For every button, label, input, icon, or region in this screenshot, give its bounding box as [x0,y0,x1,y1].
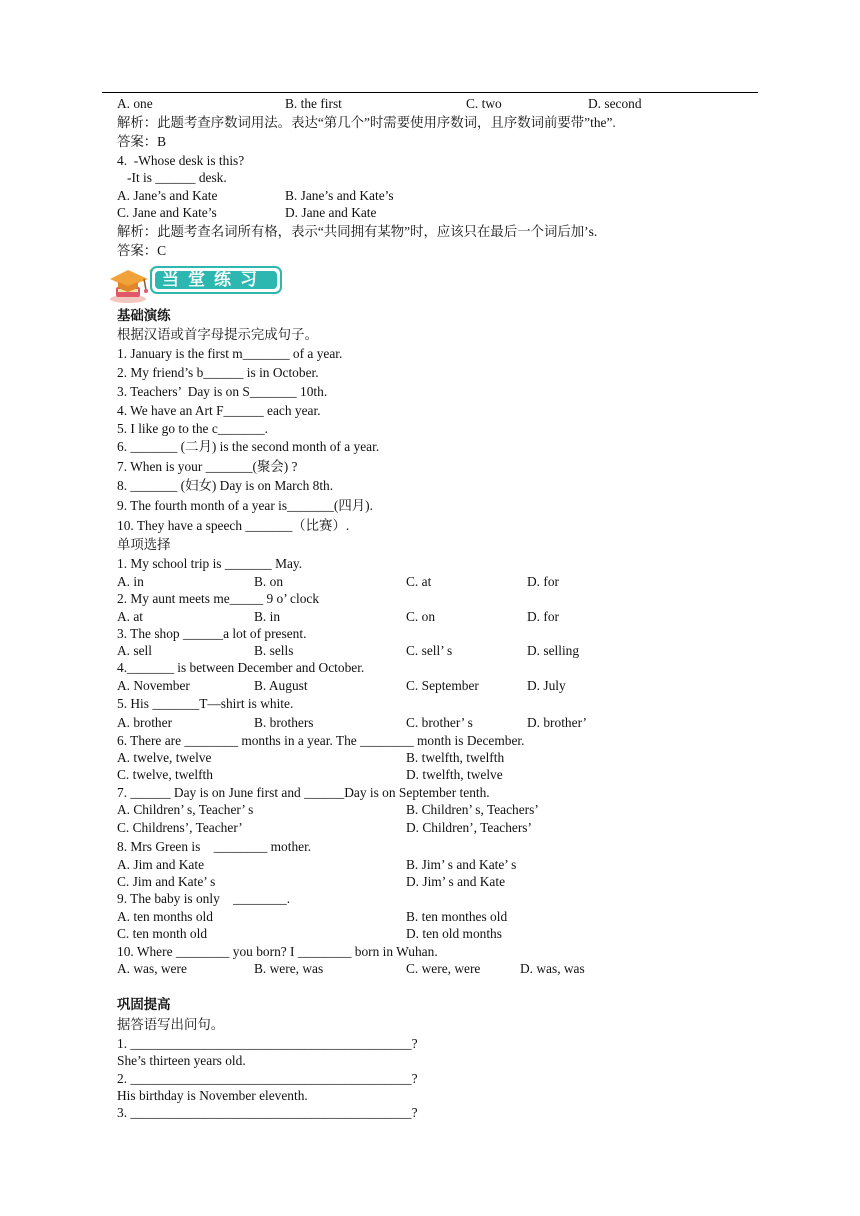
banner-title: 当堂练习 [162,270,266,290]
q4-option-d: D. Jane and Kate [285,205,377,220]
mc-option: C. Childrens’, Teacher’ [117,820,243,835]
mc-option: B. sells [254,643,294,658]
mc-option: D. twelfth, twelve [406,767,503,782]
mc-stem: 6. There are ________ months in a year. The ________ month is December. [117,733,525,748]
mc-option: C. were, were [406,961,481,976]
mc-stem: 2. My aunt meets me_____ 9 o’ clock [117,591,320,606]
mc-option: D. for [527,609,559,624]
mc-option: D. selling [527,643,580,658]
mc-option: D. July [527,678,566,693]
q4-stem: 4. -Whose desk is this? [117,153,245,168]
section2-instruction: 据答语写出问句。 [117,1017,225,1032]
mc-option: D. brother’ [527,715,587,730]
mc-stem: 1. My school trip is _______ May. [117,556,303,571]
mc-option: A. November [117,678,190,693]
mc-option: D. was, was [520,961,585,976]
q3-option-d: D. second [588,96,642,111]
fill-item: 5. I like go to the c_______. [117,421,268,436]
mc-stem: 9. The baby is only ________. [117,891,291,906]
mc-option: B. Jim’ s and Kate’ s [406,857,517,872]
mc-option: C. on [406,609,436,624]
mc-title: 单项选择 [117,537,171,552]
mc-option: C. Jim and Kate’ s [117,874,216,889]
mc-option: C. September [406,678,479,693]
mc-option: A. brother [117,715,173,730]
mc-option: A. ten months old [117,909,213,924]
section2-title: 巩固提高 [117,997,171,1012]
mc-option: B. brothers [254,715,314,730]
q4-answer: 答案：C [117,243,167,258]
mc-option: C. sell’ s [406,643,453,658]
mc-option: A. was, were [117,961,187,976]
fill-item: 6. _______ (二月) is the second month of a year. [117,439,380,454]
q4-analysis: 解析：此题考查名词所有格，表示“共同拥有某物”时，应该只在最后一个词后加’s. [117,224,598,239]
mc-stem: 4._______ is between December and October. [117,660,365,675]
qa-question: 3. __________________________________________? [117,1105,418,1120]
mc-option: D. Jim’ s and Kate [406,874,506,889]
q3-analysis: 解析：此题考查序数词用法。表达“第几个”时需要使用序数词，且序数词前要带”the”. [117,115,616,130]
mc-option: A. at [117,609,144,624]
qa-answer: She’s thirteen years old. [117,1053,246,1068]
mc-option: A. twelve, twelve [117,750,212,765]
q3-option-c: C. two [466,96,502,111]
mc-stem: 10. Where ________ you born? I ________ born in Wuhan. [117,944,438,959]
qa-question: 1. __________________________________________? [117,1036,418,1051]
mc-option: B. Children’ s, Teachers’ [406,802,539,817]
mc-stem: 7. ______ Day is on June first and ______Day is on September tenth. [117,785,490,800]
mc-option: A. Jim and Kate [117,857,205,872]
q4-line2: -It is ______ desk. [117,170,227,185]
mc-option: D. ten old months [406,926,502,941]
q3-answer: 答案：B [117,134,167,149]
section1-instruction: 根据汉语或首字母提示完成句子。 [117,327,318,342]
mc-option: A. Children’ s, Teacher’ s [117,802,254,817]
mc-option: D. Children’, Teachers’ [406,820,532,835]
mc-option: A. sell [117,643,152,658]
q3-option-b: B. the first [285,96,342,111]
fill-item: 8. _______ (妇女) Day is on March 8th. [117,478,334,493]
header-rule [102,92,758,93]
mc-stem: 8. Mrs Green is ________ mother. [117,839,312,854]
q4-option-c: C. Jane and Kate’s [117,205,217,220]
mc-option: B. twelfth, twelfth [406,750,505,765]
fill-item: 7. When is your _______(聚会) ? [117,459,298,474]
q4-option-b: B. Jane’s and Kate’s [285,188,394,203]
mc-option: B. on [254,574,284,589]
mc-option: B. August [254,678,308,693]
mc-option: D. for [527,574,559,589]
fill-item: 4. We have an Art F______ each year. [117,403,321,418]
mc-option: C. twelve, twelfth [117,767,213,782]
qa-answer: His birthday is November eleventh. [117,1088,308,1103]
mc-stem: 5. His _______T—shirt is white. [117,696,294,711]
fill-item: 3. Teachers’ Day is on S_______ 10th. [117,384,328,399]
mc-stem: 3. The shop ______a lot of present. [117,626,307,641]
mc-option: C. at [406,574,432,589]
mc-option: C. brother’ s [406,715,473,730]
mc-option: C. ten month old [117,926,208,941]
mc-option: B. were, was [254,961,324,976]
fill-item: 2. My friend’s b______ is in October. [117,365,319,380]
q3-option-a: A. one [117,96,153,111]
fill-item: 10. They have a speech _______（比赛）. [117,518,350,533]
mc-option: B. in [254,609,281,624]
mc-option: B. ten monthes old [406,909,508,924]
mc-option: A. in [117,574,144,589]
qa-question: 2. __________________________________________? [117,1071,418,1086]
practice-banner [104,259,284,305]
q4-option-a: A. Jane’s and Kate [117,188,218,203]
fill-item: 1. January is the first m_______ of a year. [117,346,343,361]
fill-item: 9. The fourth month of a year is_______(四月). [117,498,373,513]
section1-title: 基础演练 [117,308,171,323]
